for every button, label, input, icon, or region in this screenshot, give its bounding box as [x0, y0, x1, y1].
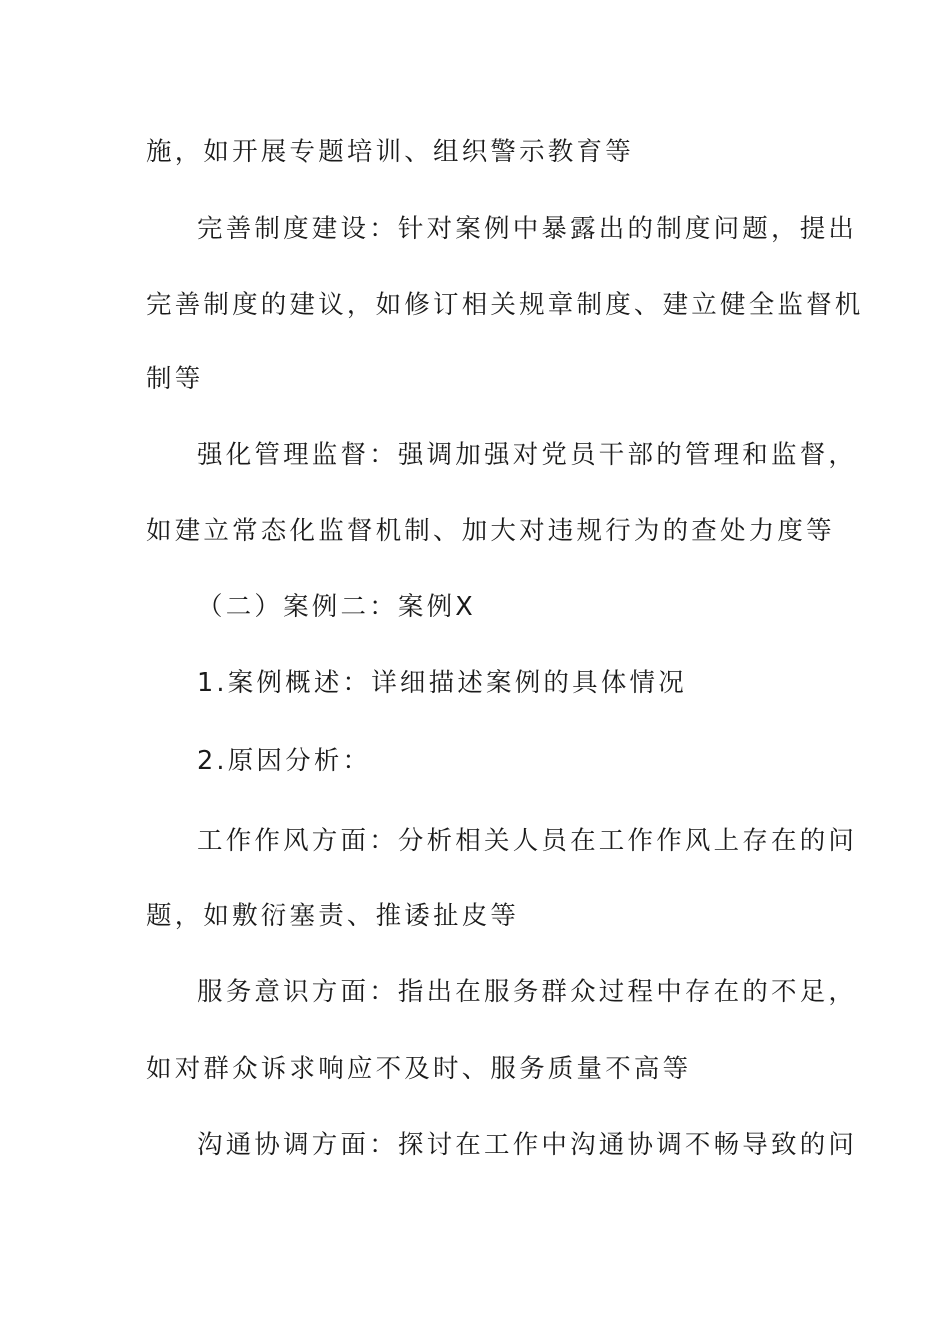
paragraph-line: 制等: [146, 364, 204, 394]
paragraph-line: 如建立常态化监督机制、加大对违规行为的查处力度等: [146, 516, 835, 546]
paragraph-line: 强化管理监督：强调加强对党员干部的管理和监督，: [197, 440, 858, 470]
paragraph-line: 完善制度建设：针对案例中暴露出的制度问题，提出: [197, 214, 858, 244]
paragraph-line: 如对群众诉求响应不及时、服务质量不高等: [146, 1054, 692, 1084]
numbered-item: 2.原因分析：: [197, 746, 372, 776]
paragraph-line: 工作作风方面：分析相关人员在工作作风上存在的问: [197, 826, 858, 856]
paragraph-line: 沟通协调方面：探讨在工作中沟通协调不畅导致的问: [197, 1130, 858, 1160]
paragraph-line: 服务意识方面：指出在服务群众过程中存在的不足，: [197, 977, 858, 1007]
paragraph-line: 题，如敷衍塞责、推诿扯皮等: [146, 901, 520, 931]
section-heading: （二）案例二：案例X: [197, 592, 476, 622]
paragraph-line: 完善制度的建议，如修订相关规章制度、建立健全监督机: [146, 290, 864, 320]
numbered-item: 1.案例概述：详细描述案例的具体情况: [197, 668, 687, 698]
paragraph-line: 施，如开展专题培训、组织警示教育等: [146, 137, 634, 167]
